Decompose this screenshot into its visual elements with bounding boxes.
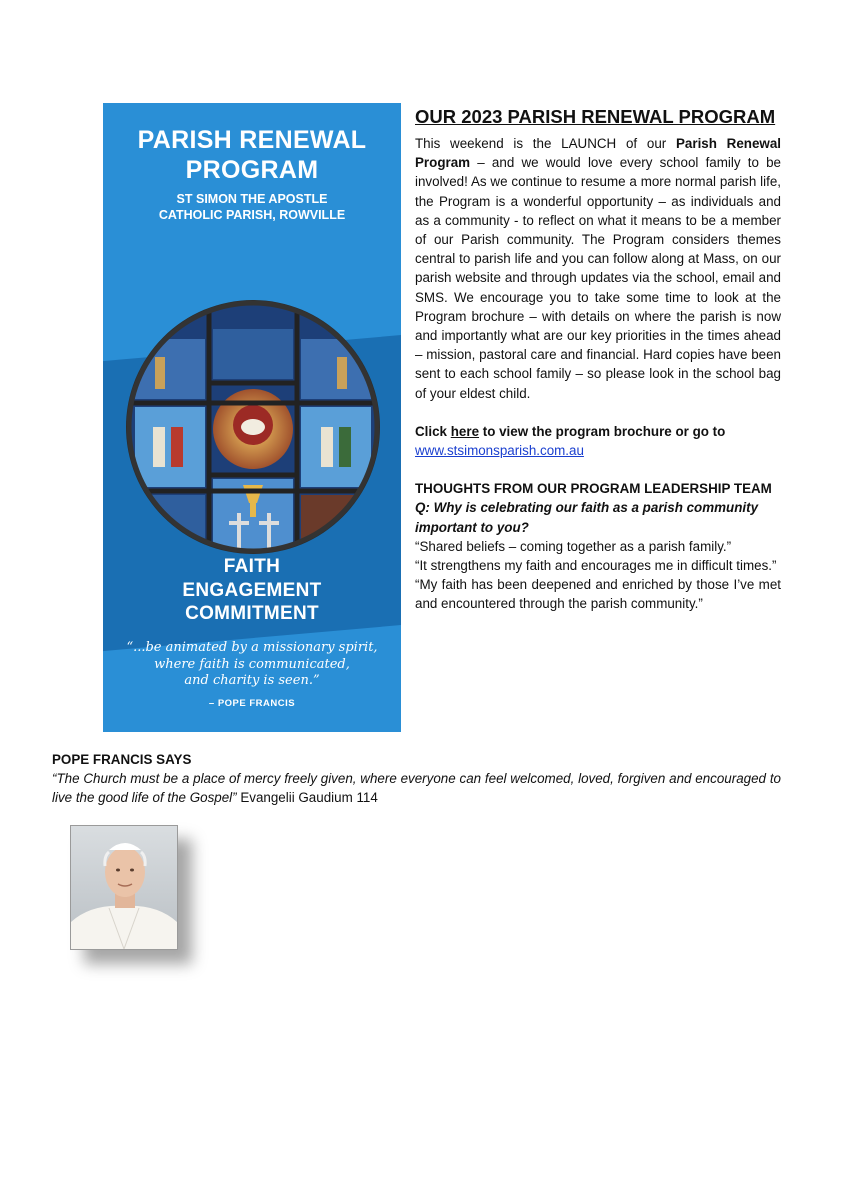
leadership-question: Q: Why is celebrating our faith as a parish community important to you? (415, 500, 759, 535)
poster-subtitle-line1: ST SIMON THE APOSTLE (176, 192, 328, 206)
poster-quote-line3: and charity is seen.” (184, 673, 320, 688)
pope-francis-photo (70, 825, 178, 950)
poster-title-line2: PROGRAM (185, 156, 319, 184)
poster-subtitle (103, 191, 401, 223)
brochure-here-link[interactable]: here (450, 423, 480, 439)
poster-subtitle-line2: CATHOLIC PARISH, ROWVILLE (158, 208, 346, 222)
parish-website-link[interactable]: www.stsimonsparish.com.au (415, 443, 584, 459)
leadership-quote-2: “It strengthens my faith and encourages me in difficult times.” (415, 558, 777, 574)
poster-quote-line2: where faith is communicated, (154, 656, 350, 672)
leadership-quote-1: “Shared beliefs – coming together as a parish family.” (415, 538, 732, 554)
intro-text-1: This weekend is the LAUNCH of our (415, 136, 676, 151)
leadership-quote-3: “My faith has been deepened and enriched by those I’ve met and encountered through the parish community.” (415, 577, 781, 612)
poster-title-line1: PARISH RENEWAL (137, 126, 367, 154)
poster-attribution: – POPE FRANCIS (208, 698, 296, 709)
poster-title (103, 125, 401, 185)
article-intro (415, 134, 781, 403)
intro-bold-program: Parish Renewal Program (415, 136, 781, 171)
poster-value-commitment: COMMITMENT (185, 603, 319, 624)
thoughts-heading: THOUGHTS FROM OUR PROGRAM LEADERSHIP TEAM (415, 481, 772, 497)
intro-text-2: – and we would love every school family to be involved! As we continue to resume a more normal parish life, the Program is a wonderful opportunity – as individuals and as a community - to reflect on what it means to be a member of our Parish community. The Program considers themes central to parish life and you can follow along at Mass, on our parish website and through updates via the school, email and SMS. We encourage you to take some time to look at the Program brochure – with details on where the parish is now and importantly what are our key priorities in the times ahead – mission, pastoral care and financial. Hard copies have been sent to each school family – so please look in the school bag of your eldest child. (415, 155, 781, 401)
cta-text-1: Click (415, 423, 451, 439)
poster-value-engagement: ENGAGEMENT (182, 579, 322, 601)
pope-heading: POPE FRANCIS SAYS (52, 752, 192, 767)
brochure-cta (415, 422, 781, 460)
poster-values (103, 555, 401, 626)
stained-glass-window-image (125, 299, 381, 555)
poster-quote (103, 640, 401, 690)
pope-quote-source: Evangelii Gaudium 114 (236, 790, 378, 806)
article (415, 106, 781, 614)
parish-renewal-poster (103, 103, 401, 732)
pope-quote-paragraph (52, 769, 781, 807)
poster-quote-line1: “...be animated by a missionary spirit, (126, 640, 378, 655)
cta-text-2: to view the program brochure or go to (479, 423, 726, 439)
article-heading: OUR 2023 PARISH RENEWAL PROGRAM (415, 106, 776, 127)
pope-quote: “The Church must be a place of mercy freely given, where everyone can feel welcomed, loved, forgiven and encouraged to live the good life of the Gospel” (52, 771, 781, 806)
poster-value-faith: FAITH (223, 556, 281, 577)
pope-portrait-image (71, 826, 177, 949)
pope-francis-section (52, 750, 781, 808)
